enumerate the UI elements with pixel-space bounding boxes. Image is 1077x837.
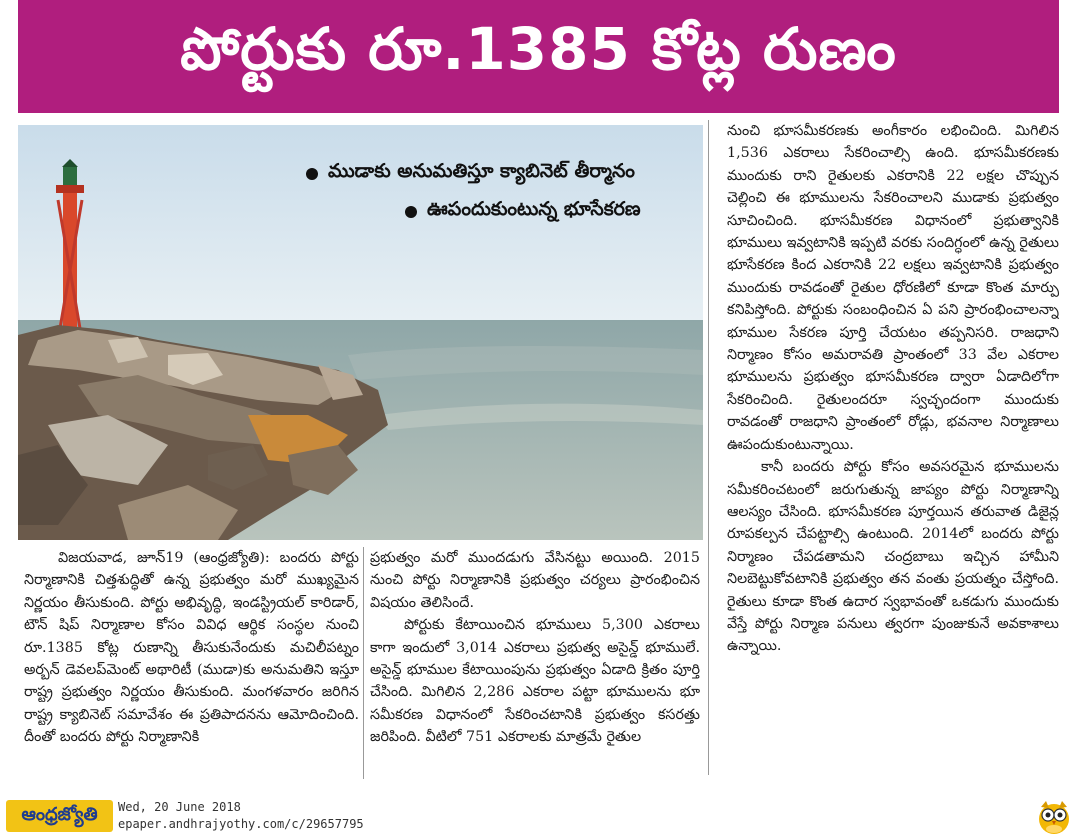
publication-date: Wed, 20 June 2018 [118, 800, 241, 814]
column-divider [363, 547, 364, 779]
column-divider [708, 120, 709, 775]
port-breakwater-photo [18, 125, 703, 540]
article-column-3 [727, 120, 1059, 780]
footer-meta [118, 799, 364, 833]
epaper-link[interactable]: epaper.andhrajyothy.com/c/29657795 [118, 817, 364, 831]
owl-mascot-icon [1036, 797, 1072, 835]
paragraph: కానీ బందరు పోర్టు కోసం అవసరమైన భూములను సమీకరించటంలో జరుగుతున్న జాప్యం పోర్టు నిర్మాణాన్ని ఆలస్యం చేసింది. భూసమీకరణ పూర్తయిన తరువాత డిజైన్ల రూపకల్పన చేపట్టాల్సి ఉంటుంది. 2014లో బందరు పోర్టు నిర్మాణం చేపడతామని చంద్రబాబు ఇచ్చిన హామీని నిలబెట్టుకోవటానికి ప్రభుత్వం తన వంతు ప్రయత్నం చేస్తోంది. రైతులు కూడా కొంత ఉదార స్వభావంతో ఒకడుగు ముందుకు వేస్తే పోర్టు నిర్మాణ పనులు త్వరగా పుంజుకునే అవకాశాలు ఉన్నాయి. [727, 459, 1059, 655]
paragraph: పోర్టుకు కేటాయించిన భూములు 5,300 ఎకరాలు కాగా ఇందులో 3,014 ఎకరాలు ప్రభుత్వ అసైన్డ్ భూములే. అసైన్డ్ భూముల కేటాయింపును ప్రభుత్వం ఏడాది క్రితం పూర్తి చేసింది. మిగిలిన 2,286 ఎకరాల పట్టా భూములను భూ సమీకరణ విధానంలో సేకరించటానికి ప్రభుత్వం కసరత్తు జరిపింది. వీటిలో 751 ఎకరాలకు మాత్రమే రైతుల [370, 617, 700, 746]
paragraph: విజయవాడ, జూన్19 (ఆంధ్రజ్యోతి): బందరు పోర్టు నిర్మాణానికి చిత్తశుద్ధితో ఉన్న ప్రభుత్వం మరో ముఖ్యమైన నిర్ణయం తీసుకుంది. పోర్టు అభివృద్ధి, ఇండస్ట్రియల్ కారిడార్, టౌన్ షిప్ నిర్మాణాల కోసం వివిధ ఆర్థిక సంస్థల నుంచి రూ.1385 కోట్ల రుణాన్ని తీసుకునేందుకు మచిలీపట్నం అర్బన్ డెవలప్‌మెంట్ అథారిటీ (ముడా)కు అనుమతిని ఇస్తూ రాష్ట్ర ప్రభుత్వం నిర్ణయం తీసుకుంది. మంగళవారం జరిగిన రాష్ట్ర క్యాబినెట్ సమావేశం ఈ ప్రతిపాదనను ఆమోదించింది. దీంతో బందరు పోర్టు నిర్మాణానికి [24, 550, 359, 746]
bullet-text-2: ఊపందుకుంటున్న భూసేకరణ [427, 198, 641, 220]
paragraph: ప్రభుత్వం మరో ముందడుగు వేసినట్టు అయింది. 2015 నుంచి పోర్టు నిర్మాణానికి ప్రభుత్వం చర్యలు ప్రారంభించిన విషయం తెలిసిందే. [370, 550, 700, 611]
headline-title: పోర్టుకు రూ.1385 కోట్ల రుణం [180, 15, 897, 83]
article-column-1 [24, 547, 359, 779]
headline-banner [18, 0, 1059, 113]
article-photo [18, 125, 703, 540]
andhrajyothy-logo [6, 800, 113, 832]
article-column-2 [370, 547, 700, 779]
logo-text: ఆంధ్రజ్యోతి [21, 803, 98, 825]
bullet-dot [306, 168, 318, 180]
bullet-point-2 [405, 198, 641, 225]
bullet-dot [405, 206, 417, 218]
bullet-point-1 [306, 160, 635, 187]
bullet-text-1: ముడాకు అనుమతిస్తూ క్యాబినెట్ తీర్మానం [328, 160, 635, 182]
paragraph: నుంచి భూసమీకరణకు అంగీకారం లభించింది. మిగిలిన 1,536 ఎకరాలు సేకరించాల్సి ఉంది. భూసమీకరణకు ముందుకు రాని రైతులకు ఎకరానికి 22 లక్షల చొప్పున చెల్లించి ఈ భూములను సేకరించాలని ముడాకు ప్రభుత్వం సూచించింది. భూసమీకరణ విధానంలో ప్రభుత్వానికి భూములు ఇవ్వటానికి ఇప్పటి వరకు సందిగ్ధంలో ఉన్న రైతులు భూసేకరణ కింద ఎకరానికి 22 లక్షలు ఇవ్వటానికి ప్రభుత్వం ముందుకు రావడంతో రైతుల ధోరణిలో కూడా కొంత మార్పు కనిపిస్తోంది. పోర్టుకు సంబంధించిన ఏ పని ప్రారంభించాలన్నా భూముల సేకరణ పూర్తి చేయటం తప్పనిసరి. రాజధాని నిర్మాణం కోసం అమరావతి ప్రాంతంలో 33 వేల ఎకరాల భూములను ప్రభుత్వం భూసమీకరణ ద్వారా ఏడాదిలోగా సేకరించింది. రైతులందరూ స్వచ్ఛందంగా ముందుకు రావడంతో రాజధాని ప్రాంతంలో రోడ్లు, భవనాల నిర్మాణాలు ఊపందుకుంటున్నాయి. [727, 123, 1059, 453]
